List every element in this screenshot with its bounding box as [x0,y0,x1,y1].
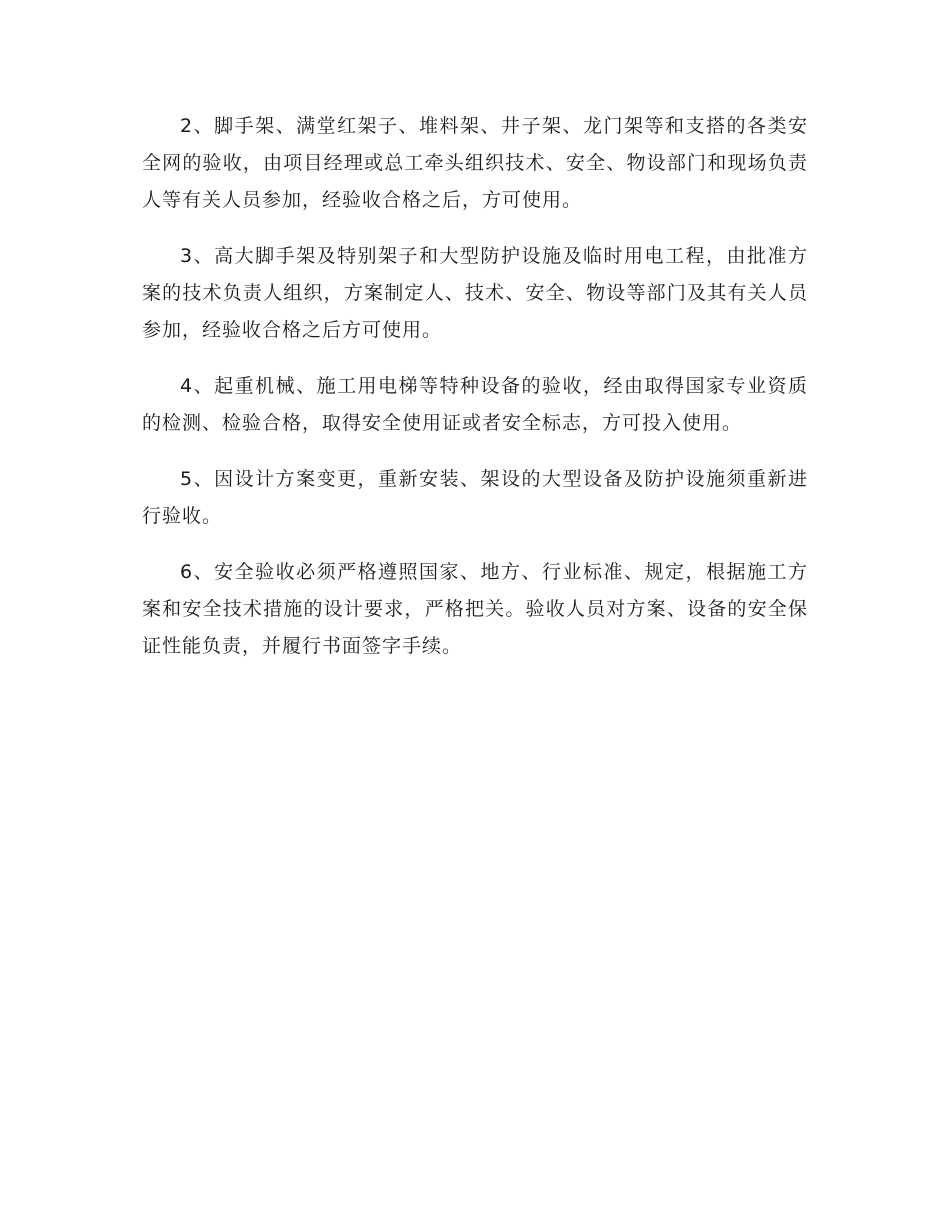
document-body [142,108,808,684]
paragraph-item-3: 3、高大脚手架及特别架子和大型防护设施及临时用电工程，由批准方案的技术负责人组织，方案制定人、技术、安全、物设等部门及其有关人员参加，经验收合格之后方可使用。 [142,245,808,341]
paragraph-item-2: 2、脚手架、满堂红架子、堆料架、井子架、龙门架等和支搭的各类安全网的验收，由项目经理或总工牵头组织技术、安全、物设部门和现场负责人等有关人员参加，经验收合格之后，方可使用。 [142,115,808,211]
paragraph-item-6: 6、安全验收必须严格遵照国家、地方、行业标准、规定，根据施工方案和安全技术措施的设计要求，严格把关。验收人员对方案、设备的安全保证性能负责，并履行书面签字手续。 [142,561,808,657]
paragraph-item-4: 4、起重机械、施工用电梯等特种设备的验收，经由取得国家专业资质的检测、检验合格，取得安全使用证或者安全标志，方可投入使用。 [142,375,808,434]
paragraph-item-5: 5、因设计方案变更，重新安装、架设的大型设备及防护设施须重新进行验收。 [142,468,808,527]
